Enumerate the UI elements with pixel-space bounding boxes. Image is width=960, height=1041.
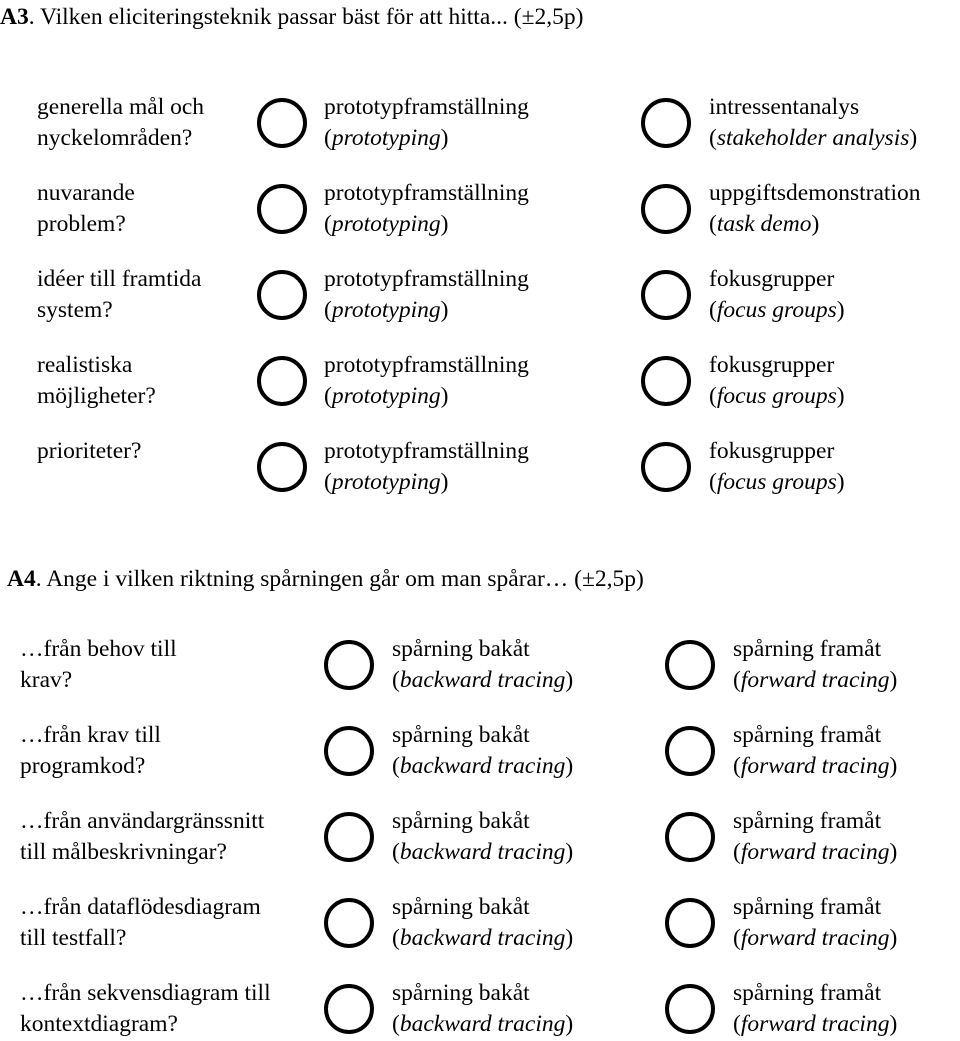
row-question-line: möjligheter? — [37, 383, 156, 409]
row-question-line: …från behov till — [20, 636, 177, 662]
radio-button-option-1[interactable] — [257, 270, 307, 320]
radio-button-option-1[interactable] — [324, 726, 374, 776]
option-english-term: prototyping — [331, 125, 441, 151]
radio-button-option-2[interactable] — [665, 726, 715, 776]
option-swedish-label: fokusgrupper — [709, 438, 835, 464]
row-question-line: idéer till framtida — [37, 266, 202, 292]
option-swedish-label: spårning framåt — [733, 894, 882, 920]
question-number: A4 — [7, 566, 36, 592]
row-question — [37, 178, 135, 240]
answer-option[interactable] — [392, 978, 573, 1040]
radio-button-option-1[interactable] — [324, 640, 374, 690]
row-question-line: …från dataflödesdiagram — [20, 894, 261, 920]
radio-button-option-1[interactable] — [257, 356, 307, 406]
answer-option[interactable] — [709, 436, 845, 498]
option-english-label: (forward tracing) — [733, 925, 898, 951]
row-question — [20, 806, 264, 868]
option-english-term: backward tracing — [399, 753, 566, 779]
option-english-label: (prototyping) — [324, 125, 449, 151]
row-question — [37, 436, 141, 467]
option-english-term: stakeholder analysis — [716, 125, 910, 151]
radio-button-option-2[interactable] — [665, 640, 715, 690]
option-english-term: backward tracing — [399, 667, 566, 693]
question-a4-heading — [7, 564, 644, 595]
row-question-line: realistiska — [37, 352, 133, 378]
radio-button-option-2[interactable] — [665, 812, 715, 862]
option-english-term: prototyping — [331, 297, 441, 323]
radio-button-option-1[interactable] — [324, 984, 374, 1034]
option-english-label: (backward tracing) — [392, 925, 574, 951]
radio-button-option-1[interactable] — [257, 98, 307, 148]
question-a3-heading — [0, 2, 583, 33]
answer-option[interactable] — [709, 92, 917, 154]
option-english-term: prototyping — [331, 469, 441, 495]
row-question-line: programkod? — [20, 753, 146, 779]
option-english-label: (backward tracing) — [392, 839, 574, 865]
option-swedish-label: spårning bakåt — [392, 894, 530, 920]
option-english-label: (prototyping) — [324, 297, 449, 323]
option-english-term: backward tracing — [399, 925, 566, 951]
option-swedish-label: spårning framåt — [733, 636, 882, 662]
option-english-label: (prototyping) — [324, 383, 449, 409]
option-swedish-label: spårning bakåt — [392, 980, 530, 1006]
option-english-label: (stakeholder analysis) — [709, 125, 918, 151]
option-swedish-label: prototypframställning — [324, 94, 529, 120]
answer-option[interactable] — [733, 634, 897, 696]
option-english-term: focus groups — [716, 469, 837, 495]
radio-button-option-2[interactable] — [665, 984, 715, 1034]
option-english-term: forward tracing — [740, 667, 890, 693]
answer-option[interactable] — [324, 436, 529, 498]
option-english-label: (prototyping) — [324, 469, 449, 495]
answer-option[interactable] — [392, 892, 573, 954]
radio-button-option-1[interactable] — [324, 812, 374, 862]
answer-option[interactable] — [392, 806, 573, 868]
answer-option[interactable] — [733, 720, 897, 782]
option-swedish-label: spårning bakåt — [392, 636, 530, 662]
row-question-line: system? — [37, 297, 113, 323]
row-question — [37, 264, 201, 326]
radio-button-option-2[interactable] — [665, 898, 715, 948]
option-english-label: (focus groups) — [709, 469, 845, 495]
row-question-line: nuvarande — [37, 180, 135, 206]
option-swedish-label: fokusgrupper — [709, 352, 835, 378]
radio-button-option-2[interactable] — [641, 270, 691, 320]
option-english-label: (focus groups) — [709, 297, 845, 323]
row-question-line: problem? — [37, 211, 126, 237]
option-swedish-label: intressentanalys — [709, 94, 860, 120]
row-question-line: krav? — [20, 667, 73, 693]
answer-option[interactable] — [324, 264, 529, 326]
option-english-term: focus groups — [716, 383, 837, 409]
row-question-line: generella mål och — [37, 94, 205, 120]
row-question-line: …från sekvensdiagram till — [20, 980, 271, 1006]
option-english-label: (backward tracing) — [392, 753, 574, 779]
row-question-line: …från användargränssnitt — [20, 808, 265, 834]
answer-option[interactable] — [709, 350, 845, 412]
row-question — [20, 978, 271, 1040]
answer-option[interactable] — [733, 892, 897, 954]
row-question-line: …från krav till — [20, 722, 161, 748]
option-english-term: forward tracing — [740, 839, 890, 865]
radio-button-option-2[interactable] — [641, 98, 691, 148]
option-swedish-label: spårning bakåt — [392, 808, 530, 834]
option-english-label: (task demo) — [709, 211, 820, 237]
option-swedish-label: prototypframställning — [324, 438, 529, 464]
radio-button-option-2[interactable] — [641, 356, 691, 406]
option-english-label: (backward tracing) — [392, 667, 574, 693]
option-swedish-label: spårning bakåt — [392, 722, 530, 748]
answer-option[interactable] — [324, 178, 529, 240]
option-swedish-label: prototypframställning — [324, 266, 529, 292]
option-english-term: task demo — [716, 211, 812, 237]
radio-button-option-2[interactable] — [641, 442, 691, 492]
option-swedish-label: prototypframställning — [324, 352, 529, 378]
option-english-label: (forward tracing) — [733, 1011, 898, 1037]
option-swedish-label: fokusgrupper — [709, 266, 835, 292]
answer-option[interactable] — [324, 350, 529, 412]
row-question — [37, 92, 204, 154]
option-swedish-label: prototypframställning — [324, 180, 529, 206]
question-number: A3 — [0, 4, 29, 30]
row-question — [20, 892, 261, 954]
option-english-term: prototyping — [331, 211, 441, 237]
option-english-term: focus groups — [716, 297, 837, 323]
answer-option[interactable] — [709, 178, 920, 240]
row-question-line: nyckelområden? — [37, 125, 193, 151]
option-swedish-label: spårning framåt — [733, 980, 882, 1006]
row-question — [20, 720, 161, 782]
row-question — [20, 634, 177, 696]
option-english-label: (focus groups) — [709, 383, 845, 409]
answer-option[interactable] — [392, 634, 573, 696]
option-swedish-label: spårning framåt — [733, 808, 882, 834]
row-question-line: till testfall? — [20, 925, 127, 951]
radio-button-option-1[interactable] — [324, 898, 374, 948]
option-swedish-label: spårning framåt — [733, 722, 882, 748]
radio-button-option-1[interactable] — [257, 442, 307, 492]
option-english-label: (forward tracing) — [733, 753, 898, 779]
option-english-term: prototyping — [331, 383, 441, 409]
answer-option[interactable] — [709, 264, 845, 326]
option-english-label: (forward tracing) — [733, 667, 898, 693]
option-english-term: backward tracing — [399, 839, 566, 865]
option-english-term: forward tracing — [740, 753, 890, 779]
option-english-term: backward tracing — [399, 1011, 566, 1037]
option-swedish-label: uppgiftsdemonstration — [709, 180, 921, 206]
option-english-term: forward tracing — [740, 1011, 890, 1037]
row-question-line: till målbeskrivningar? — [20, 839, 227, 865]
answer-option[interactable] — [392, 720, 573, 782]
answer-option[interactable] — [733, 978, 897, 1040]
row-question — [37, 350, 156, 412]
question-text: . Vilken eliciteringsteknik passar bäst för att hitta... (±2,5p) — [28, 4, 584, 30]
radio-button-option-2[interactable] — [641, 184, 691, 234]
option-english-label: (forward tracing) — [733, 839, 898, 865]
radio-button-option-1[interactable] — [257, 184, 307, 234]
answer-option[interactable] — [733, 806, 897, 868]
option-english-term: forward tracing — [740, 925, 890, 951]
row-question-line: kontextdiagram? — [20, 1011, 178, 1037]
option-english-label: (prototyping) — [324, 211, 449, 237]
option-english-label: (backward tracing) — [392, 1011, 574, 1037]
row-question-line: prioriteter? — [37, 438, 142, 464]
question-text: . Ange i vilken riktning spårningen går om man spårar… (±2,5p) — [35, 566, 644, 592]
answer-option[interactable] — [324, 92, 529, 154]
